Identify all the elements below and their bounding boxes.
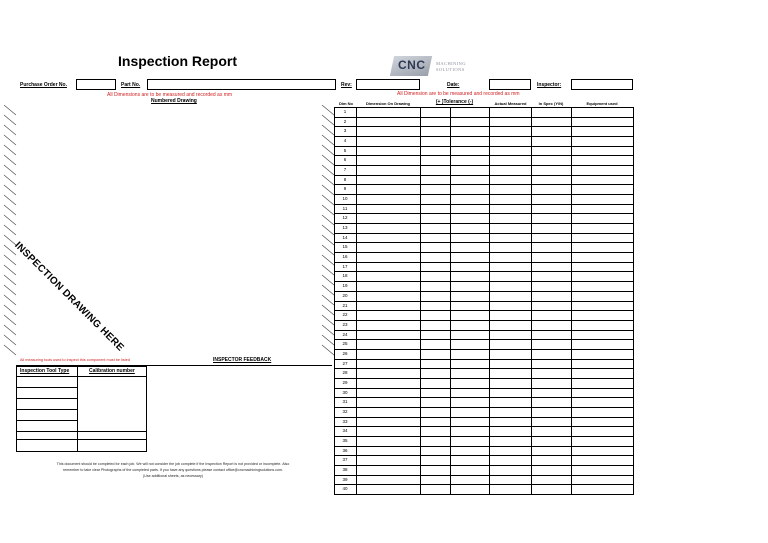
grid-row-line [334,126,634,127]
dim-row-number: 25 [342,341,348,347]
grid-row-line [334,204,634,205]
grid-row-line [334,165,634,166]
grid-row-line [334,117,634,118]
grid-row-line [334,271,634,272]
dim-row-number: 20 [342,292,348,298]
grid-row-line [334,388,634,389]
hatch-mark [4,195,16,205]
dim-row-number: 26 [342,350,348,356]
dim-row-number: 36 [342,447,348,453]
hatch-mark [4,145,16,155]
hatch-mark [4,255,16,265]
dim-row-number: 9 [343,186,347,192]
grid-row-line [334,320,634,321]
dim-row-number: 4 [343,138,347,144]
dim-row-number: 24 [342,331,348,337]
tools-col-type: Inspection Tool Type [20,368,70,374]
numbered-drawing-header: Numbered Drawing [151,98,197,104]
dim-row-number: 23 [342,321,348,327]
dim-row-number: 16 [342,254,348,260]
dim-row-number: 13 [342,225,348,231]
col-header-actual: Actual Measured [494,101,527,106]
hatch-mark [4,215,16,225]
dim-row-number: 1 [343,109,347,114]
grid-row-line [334,378,634,379]
grid-row-line [334,368,634,369]
dim-row-number: 18 [342,273,348,279]
grid-row-line [334,291,634,292]
grid-row-line [334,136,634,137]
grid-row-line [334,407,634,408]
grid-row-line [334,359,634,360]
dim-row-number: 33 [342,418,348,424]
dim-row-number: 7 [343,167,347,173]
hatch-mark [4,335,16,345]
grid-row-line [334,426,634,427]
col-header-dim-no: Dim No [339,101,353,106]
dim-row-number: 40 [342,486,348,492]
hatch-mark [4,325,16,335]
col-header-in-spec: In Spec (Y/N) [538,101,564,106]
dim-row-number: 17 [342,263,348,269]
grid-row-line [334,242,634,243]
dim-row-number: 8 [343,176,347,182]
tools-notice: All measuring tools used to inspect this component must be listed [20,358,130,362]
company-logo [392,52,482,78]
col-header-dimension: Dimension On Drawing [365,101,410,106]
grid-row-line [334,417,634,418]
grid-row-line [334,194,634,195]
dim-row-number: 37 [342,457,348,463]
grid-row-line [334,175,634,176]
grid-row-line [334,484,634,485]
hatch-mark [4,235,16,245]
dim-row-number: 12 [342,215,348,221]
hatch-mark [4,205,16,215]
feedback-header: INSPECTOR FEEDBACK [213,357,272,363]
dim-row-number: 35 [342,437,348,443]
dim-row-number: 19 [342,283,348,289]
tools-col-calibration: Calibration number [89,368,135,374]
dim-row-number: 6 [343,157,347,163]
dim-row-number: 30 [342,389,348,395]
rev-label: Rev: [341,82,352,88]
drawing-placeholder-text: INSPECTION DRAWING HERE [12,240,126,354]
grid-row-line [334,330,634,331]
grid-row-line [334,301,634,302]
logo-brand: CNC [398,58,426,72]
grid-row-line [334,436,634,437]
hatch-mark [4,295,16,305]
hatch-mark [4,125,16,135]
dim-row-number: 3 [343,128,347,134]
part-no-field[interactable] [147,79,336,90]
grid-row-line [334,233,634,234]
dims-note-right: All Dimension are to be measured and recorded as mm [397,91,520,97]
part-no-label: Part No. [121,82,141,88]
dim-row-number: 39 [342,476,348,482]
grid-row-line [334,281,634,282]
dim-row-number: 28 [342,370,348,376]
hatch-mark [4,155,16,165]
grid-row-line [334,184,634,185]
grid-row-line [334,465,634,466]
hatch-mark [4,225,16,235]
grid-row-line [334,146,634,147]
col-header-tolerance: (+ )Tolerance (-) [435,99,474,105]
hatch-mark [4,115,16,125]
dim-row-number: 38 [342,466,348,472]
hatch-mark [4,135,16,145]
date-field[interactable] [489,79,531,90]
purchase-order-field[interactable] [76,79,116,90]
dim-row-number: 21 [342,302,348,308]
dim-row-number: 27 [342,360,348,366]
hatch-mark [4,105,16,115]
hatch-mark [4,305,16,315]
dims-note-left: All Dimensions are to be measured and recorded as mm [107,92,233,98]
purchase-order-label: Purchase Order No. [20,82,67,88]
grid-row-line [334,262,634,263]
inspector-field[interactable] [571,79,633,90]
grid-row-line [334,310,634,311]
dim-row-number: 2 [343,118,347,124]
dim-row-number: 10 [342,196,348,202]
dim-row-number: 34 [342,428,348,434]
page-title: Inspection Report [118,53,238,69]
grid-row-line [334,349,634,350]
grid-row-line [334,213,634,214]
grid-row-line [334,494,634,495]
dim-row-number: 29 [342,379,348,385]
dim-row-number: 15 [342,244,348,250]
date-label: Date: [447,82,460,88]
grid-row-line [334,475,634,476]
hatch-mark [4,275,16,285]
grid-row-line [334,252,634,253]
hatch-mark [4,285,16,295]
hatch-mark [4,165,16,175]
grid-row-line [334,223,634,224]
grid-row-line [334,155,634,156]
dim-row-number: 5 [343,147,347,153]
dim-row-number: 32 [342,408,348,414]
footer-note: This document should be completed for each job. We will not consider the job complete if the Inspection Report is not provided or incomplete. Also remember to take clear Photographs of the completed parts. If you have any questions please contact office@cncmachiningsolutions.com. (Use additional sheets, as necessary) [56,462,290,478]
hatch-mark [4,345,16,355]
col-header-equipment: Equipment used [586,101,618,106]
dim-row-number: 14 [342,234,348,240]
hatch-mark [4,175,16,185]
grid-row-line [334,107,634,108]
grid-row-line [334,446,634,447]
dim-row-number: 11 [342,205,348,211]
grid-row-line [334,397,634,398]
logo-line1: MACHINING [436,61,466,66]
inspector-label: Inspector: [537,82,562,88]
hatch-mark [4,315,16,325]
hatch-mark [4,265,16,275]
dim-row-number: 22 [342,312,348,318]
hatch-mark [4,185,16,195]
logo-line2: SOLUTIONS [436,67,465,72]
dim-row-number: 31 [342,399,348,405]
grid-row-line [334,339,634,340]
rev-field[interactable] [356,79,420,90]
grid-row-line [334,455,634,456]
